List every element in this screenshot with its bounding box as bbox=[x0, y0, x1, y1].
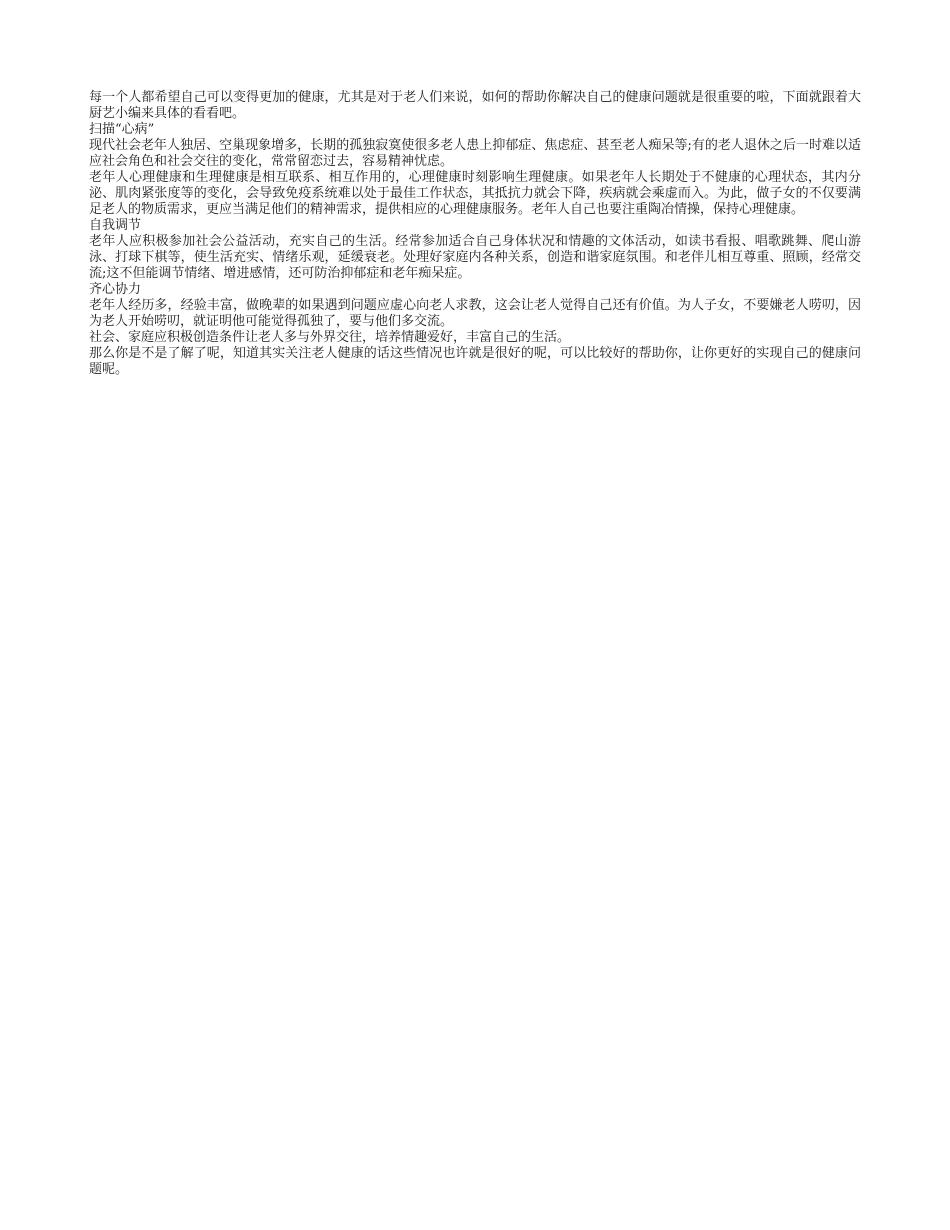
section-heading-scan-heart-disease: 扫描“心病” bbox=[89, 122, 155, 137]
section1-paragraph-2: 老年人心理健康和生理健康是相互联系、相互作用的，心理健康时刻影响生理健康。如果老年人长期处于不健康的心理状态，其内分泌、肌肉紧张度等的变化，会导致免疫系统难以处于最佳工作状态，其抵抗力就会下降，疾病就会乘虚而入。为此，做子女的不仅要满足老人的物质需求，更应当满足他们的精神需求，提供相应的心理健康服务。老年人自己也要注重陶冶情操，保持心理健康。 bbox=[89, 170, 861, 217]
section3-paragraph-2: 社会、家庭应积极创造条件让老人多与外界交往，培养情趣爱好，丰富自己的生活。 bbox=[89, 330, 571, 345]
conclusion-paragraph: 那么你是不是了解了呢，知道其实关注老人健康的话这些情况也许就是很好的呢，可以比较好的帮助你，让你更好的实现自己的健康问题呢。 bbox=[89, 346, 861, 377]
intro-paragraph: 每一个人都希望自己可以变得更加的健康，尤其是对于老人们来说，如何的帮助你解决自己的健康问题就是很重要的啦，下面就跟着大厨艺小编来具体的看看吧。 bbox=[89, 90, 861, 121]
section2-paragraph-1: 老年人应积极参加社会公益活动，充实自己的生活。经常参加适合自己身体状况和情趣的文体活动，如读书看报、唱歌跳舞、爬山游泳、打球下棋等，使生活充实、情绪乐观，延缓衰老。处理好家庭内各种关系，创造和谐家庭氛围。和老伴儿相互尊重、照顾，经常交流;这不但能调节情绪、增进感情，还可防治抑郁症和老年痴呆症。 bbox=[89, 234, 861, 281]
section-heading-working-together: 齐心协力 bbox=[89, 282, 142, 297]
section-heading-self-adjustment: 自我调节 bbox=[89, 218, 142, 233]
article-body bbox=[89, 90, 861, 378]
section3-paragraph-1: 老年人经历多，经验丰富，做晚辈的如果遇到问题应虚心向老人求教，这会让老人觉得自己还有价值。为人子女，不要嫌老人唠叨，因为老人开始唠叨，就证明他可能觉得孤独了，要与他们多交流。 bbox=[89, 298, 861, 329]
section1-paragraph-1: 现代社会老年人独居、空巢现象增多，长期的孤独寂寞使很多老人患上抑郁症、焦虑症、甚至老人痴呆等;有的老人退休之后一时难以适应社会角色和社会交往的变化，常常留恋过去，容易精神忧虑。 bbox=[89, 138, 861, 169]
